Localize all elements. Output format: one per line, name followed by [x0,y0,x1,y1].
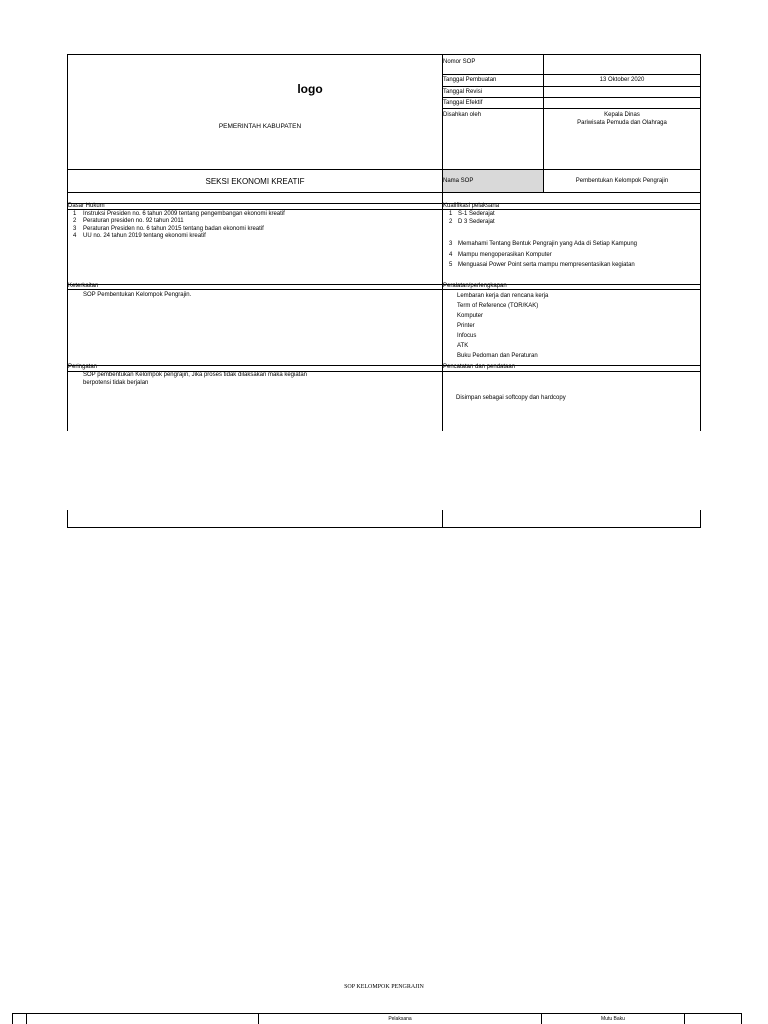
list-item: ATK [457,343,469,349]
tanggal-revisi-label: Tanggal Revisi [443,89,483,95]
page-caption: SOP KELOMPOK PENGRAJIN [344,984,424,990]
list-item-number: 2 [449,219,453,225]
list-item-number: 2 [73,218,77,224]
list-item: Buku Pedoman dan Peraturan [457,353,538,359]
column-header-pelaksana: Pelaksana [388,1016,412,1022]
list-item-number: 5 [449,262,453,268]
peralatan-title: Peralatan/perlengkapan [443,283,507,289]
list-item: Lembaran kerja dan rencana kerja [457,293,549,299]
dasar-hukum-title: Dasar Hukum [68,203,105,209]
nama-sop-label: Nama SOP [443,178,474,184]
tanggal-pembuatan-label: Tanggal Pembuatan [443,77,497,83]
list-item: Menguasai Power Point serta mampu mempresentasikan kegiatan [458,262,635,268]
column-header-mutu-baku: Mutu Baku [601,1016,625,1022]
keterkaitan-text: SOP Pembentukan Kelompok Pengrajin. [83,292,192,298]
list-item: S-1 Sederajat [458,211,495,217]
list-item-number: 4 [449,252,453,258]
logo: logo [297,82,323,96]
kualifikasi-title: Kualifikasi pelaksana [443,203,500,209]
list-item: Mampu mengoperasikan Komputer [458,252,552,258]
list-item: Term of Reference (TOR/KAK) [457,303,539,309]
government-name: PEMERINTAH KABUPATEN [218,123,302,130]
list-item: D 3 Sederajat [458,219,495,225]
list-item-number: 1 [73,211,77,217]
list-item: Peraturan Presiden no. 6 tahun 2015 tentang badan ekonomi kreatif [83,226,264,232]
list-item: Komputer [457,313,484,319]
list-item: UU no. 24 tahun 2019 tentang ekonomi kreatif [83,233,206,239]
peringatan-title: Peringatan [68,364,98,370]
pencatatan-text: Disimpan sebagai softcopy dan hardcopy [456,395,566,401]
section-title: SEKSI EKONOMI KREATIF [205,177,305,186]
list-item-number: 4 [73,233,77,239]
list-item: Memahami Tentang Bentuk Pengrajin yang Ada di Setiap Kampung [458,241,638,247]
list-item: Printer [457,323,475,329]
disahkan-label: Disahkan oleh [443,112,482,118]
list-item-number: 1 [449,211,453,217]
tanggal-pembuatan-value: 13 Oktober 2020 [599,77,645,83]
list-item: Infocus [457,333,477,339]
list-item-number: 3 [73,226,77,232]
nama-sop-value: Pembentukan Kelompok Pengrajin [575,178,669,184]
approver-title: Kepala Dinas [604,112,640,118]
pencatatan-title: Pencatatan dan pendataan [443,364,516,370]
list-item: Peraturan presiden no. 92 tahun 2011 [83,218,184,224]
keterkaitan-title: Keterkaitan [68,283,99,289]
nomor-sop-label: Nomor SOP [443,59,476,65]
tanggal-efektif-label: Tanggal Efektif [443,100,483,106]
list-item-number: 3 [449,241,453,247]
list-item: Instruksi Presiden no. 6 tahun 2009 tentang pengembangan ekonomi kreatif [83,211,285,217]
peringatan-line-2: berpotensi tidak berjalan [83,380,149,386]
approver-office: Pariwisata Pemuda dan Olahraga [577,120,667,126]
peringatan-line-1: SOP pembentukan Kelompok pengrajin, Jika proses tidak dilaksakan maka kegiatan [83,372,308,378]
